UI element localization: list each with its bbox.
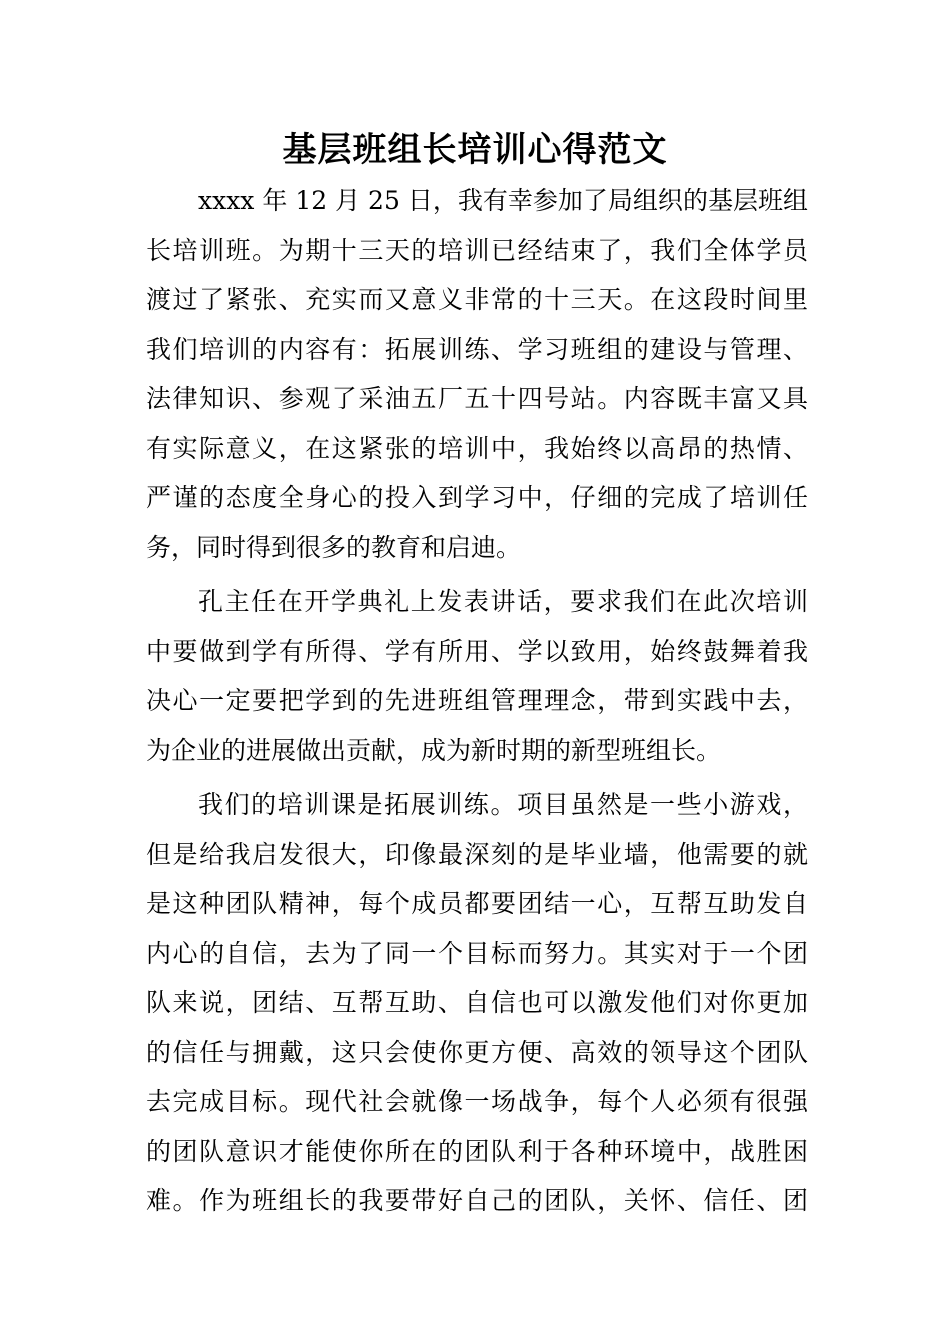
paragraph — [146, 780, 808, 1226]
paragraph-line: 难。作为班组长的我要带好自己的团队，关怀、信任、团 — [146, 1186, 808, 1215]
paragraph-line: 法律知识、参观了采油五厂五十四号站。内容既丰富又具 — [146, 384, 808, 413]
paragraph-line: 我们培训的内容有：拓展训练、学习班组的建设与管理、 — [146, 334, 808, 364]
paragraph-line: 去完成目标。现代社会就像一场战争，每个人必须有很强 — [146, 1087, 808, 1116]
paragraph-line: 是这种团队精神，每个成员都要团结一心，互帮互助发自 — [146, 889, 808, 918]
paragraph-line: 严谨的态度全身心的投入到学习中，仔细的完成了培训任 — [146, 483, 808, 512]
paragraph-line: 队来说，团结、互帮互助、自信也可以激发他们对你更加 — [146, 988, 808, 1017]
paragraph-line: 但是给我启发很大，印像最深刻的是毕业墙，他需要的就 — [146, 839, 808, 869]
paragraph-line: 务，同时得到很多的教育和启迪。 — [146, 532, 522, 562]
paragraph-line: 内心的自信，去为了同一个目标而努力。其实对于一个团 — [146, 938, 808, 968]
document-title: 基层班组长培训心得范文 — [282, 130, 668, 170]
paragraph — [146, 176, 808, 572]
paragraph-line: 我们的培训课是拓展训练。项目虽然是一些小游戏， — [198, 790, 808, 819]
paragraph-line: 有实际意义，在这紧张的培训中，我始终以高昂的热情、 — [146, 433, 808, 463]
paragraph-line: 决心一定要把学到的先进班组管理理念，带到实践中去， — [146, 686, 808, 715]
paragraph-line: 为企业的进展做出贡献，成为新时期的新型班组长。 — [146, 735, 722, 765]
paragraph-line: xxxx 年 12 月 25 日，我有幸参加了局组织的基层班组 — [198, 186, 808, 215]
paragraph-line: 中要做到学有所得、学有所用、学以致用，始终鼓舞着我 — [146, 636, 808, 666]
paragraph-line: 渡过了紧张、充实而又意义非常的十三天。在这段时间里 — [146, 285, 808, 314]
paragraph-line: 孔主任在开学典礼上发表讲话，要求我们在此次培训 — [198, 587, 808, 616]
document-body — [146, 176, 808, 1226]
paragraph — [146, 577, 808, 775]
paragraph-line: 的信任与拥戴，这只会使你更方便、高效的领导这个团队 — [146, 1037, 808, 1067]
paragraph-line: 长培训班。为期十三天的培训已经结束了，我们全体学员 — [146, 235, 808, 265]
paragraph-line: 的团队意识才能使你所在的团队利于各种环境中，战胜困 — [146, 1136, 808, 1166]
